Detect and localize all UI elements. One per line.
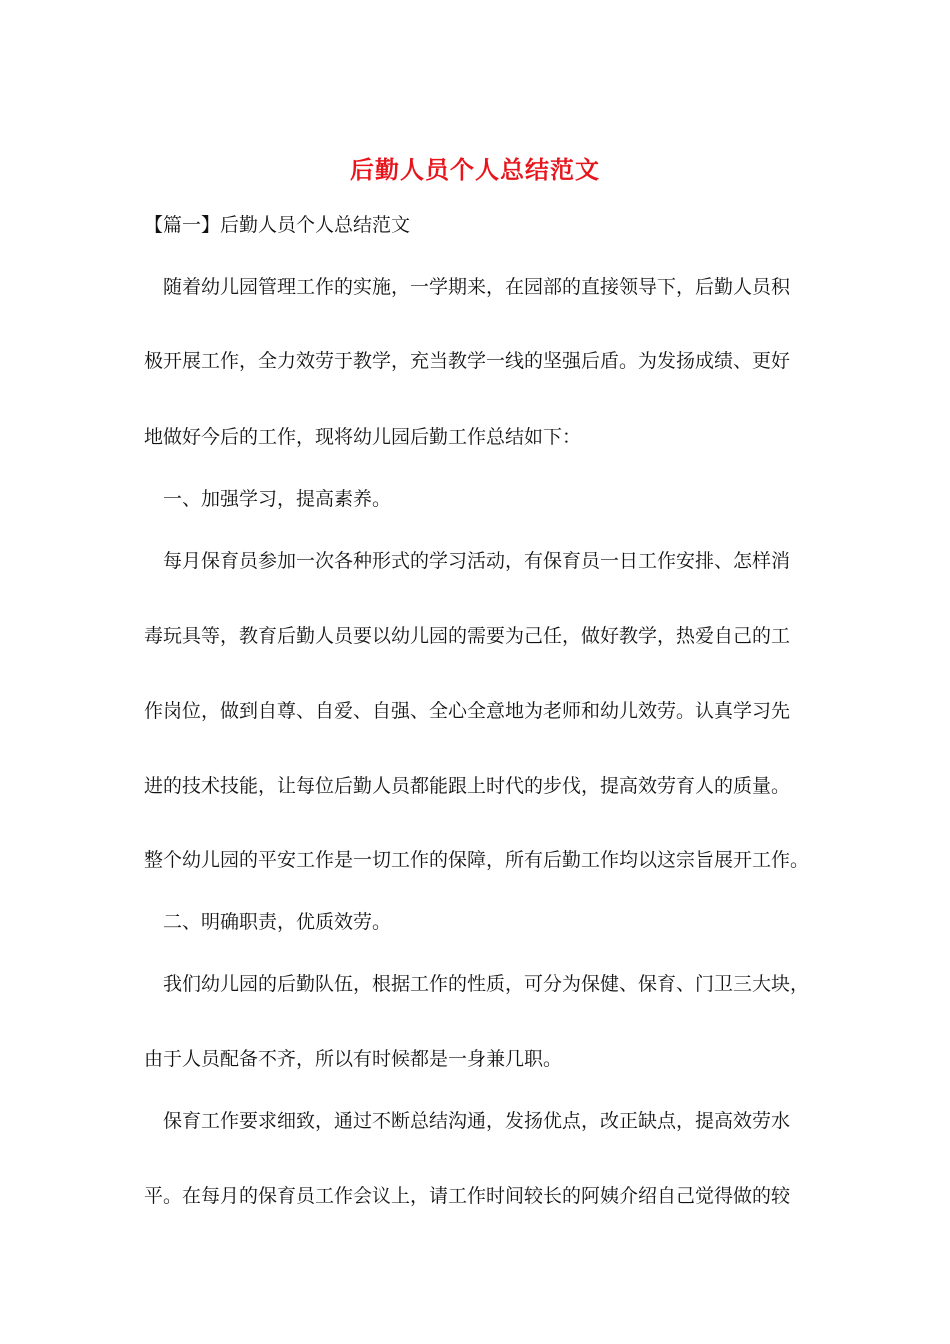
paragraph-line: 随着幼儿园管理工作的实施，一学期来，在园部的直接领导下，后勤人员积 (163, 276, 791, 298)
paragraph-line: 极开展工作，全力效劳于教学，充当教学一线的坚强后盾。为发扬成绩、更好 (144, 350, 791, 372)
paragraph-line: 由于人员配备不齐，所以有时候都是一身兼几职。 (144, 1048, 563, 1070)
paragraph-line: 平。在每月的保育员工作会议上，请工作时间较长的阿姨介绍自己觉得做的较 (144, 1185, 791, 1207)
paragraph-line: 毒玩具等，教育后勤人员要以幼儿园的需要为己任，做好教学，热爱自己的工 (144, 625, 791, 647)
paragraph-line: 进的技术技能，让每位后勤人员都能跟上时代的步伐，提高效劳育人的质量。 (144, 775, 791, 797)
paragraph-line: 保育工作要求细致，通过不断总结沟通，发扬优点，改正缺点，提高效劳水 (163, 1110, 791, 1132)
paragraph-line: 我们幼儿园的后勤队伍，根据工作的性质，可分为保健、保育、门卫三大块， (163, 973, 810, 995)
subheading: 二、明确职责，优质效劳。 (163, 911, 392, 933)
paragraph-line: 每月保育员参加一次各种形式的学习活动，有保育员一日工作安排、怎样消 (163, 550, 791, 572)
section-heading: 【篇一】后勤人员个人总结范文 (144, 214, 411, 236)
document-title: 后勤人员个人总结范文 (350, 155, 600, 184)
paragraph-line: 整个幼儿园的平安工作是一切工作的保障，所有后勤工作均以这宗旨展开工作。 (144, 849, 810, 871)
paragraph-line: 作岗位，做到自尊、自爱、自强、全心全意地为老师和幼儿效劳。认真学习先 (144, 700, 791, 722)
subheading: 一、加强学习，提高素养。 (163, 488, 392, 510)
paragraph-line: 地做好今后的工作，现将幼儿园后勤工作总结如下： (144, 426, 582, 448)
